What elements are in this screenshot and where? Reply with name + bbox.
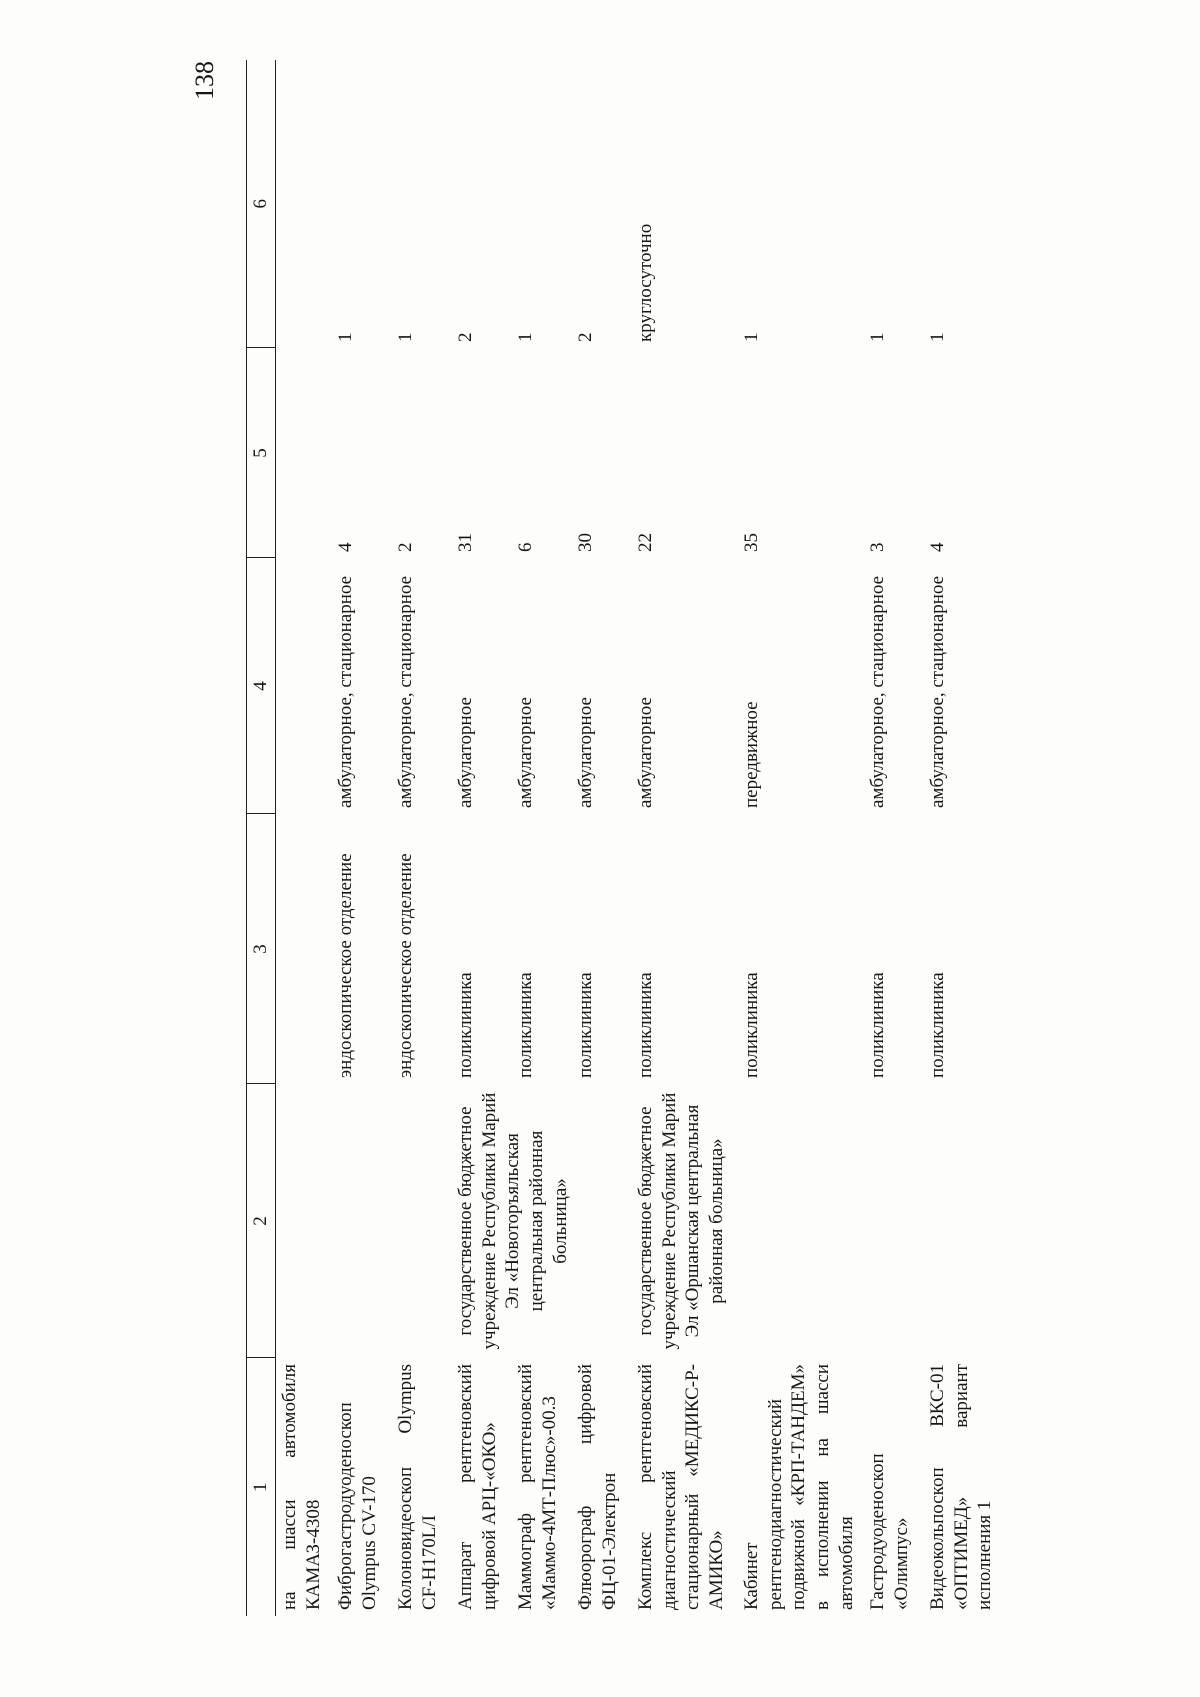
value-col6: 2 <box>574 332 596 342</box>
table-row <box>392 60 452 1616</box>
department: поликлиника <box>634 972 656 1078</box>
table-row <box>512 60 572 1616</box>
department <box>275 814 332 1084</box>
value-col6: 1 <box>866 332 888 342</box>
value-col6: 1 <box>926 332 948 342</box>
table-row <box>924 60 997 1616</box>
care-type: амбулаторное <box>574 697 596 808</box>
value-col5: 22 <box>634 533 656 552</box>
value-col6 <box>275 60 332 348</box>
value-col5: 2 <box>394 542 416 552</box>
institution-name <box>332 1084 392 1358</box>
value-col6: 1 <box>394 332 416 342</box>
table-row <box>632 60 738 1616</box>
table-row <box>864 60 924 1616</box>
value-col6: 1 <box>514 332 536 342</box>
value-col6: 2 <box>454 332 476 342</box>
rotated-page <box>190 40 996 1620</box>
department: поликлиника <box>866 972 888 1078</box>
equipment-name: на шасси автомобиля КАМАЗ-4308 <box>278 1364 324 1610</box>
table-row <box>572 60 632 1616</box>
care-type: амбулаторное, стационарное <box>866 575 888 808</box>
value-col5: 6 <box>514 542 536 552</box>
equipment-name: Гастродуоденоскоп «Олимпус» <box>866 1453 912 1610</box>
department: эндоскопическое отделение <box>394 853 416 1078</box>
column-header: 1 <box>247 1358 276 1616</box>
institution-name <box>392 1084 452 1358</box>
department: эндоскопическое отделение <box>334 853 356 1078</box>
department: поликлиника <box>926 972 948 1078</box>
care-type: амбулаторное <box>634 697 656 808</box>
value-col6: 1 <box>740 332 762 342</box>
institution-name <box>275 1084 332 1358</box>
care-type: передвижное <box>740 701 762 808</box>
table-row <box>452 60 512 1616</box>
department: поликлиника <box>574 972 596 1078</box>
care-type: амбулаторное <box>454 697 476 808</box>
care-type: амбулаторное, стационарное <box>926 575 948 808</box>
equipment-name: Маммограф рентгеновский «Маммо-4МТ-Плюс»-00.3 <box>514 1364 560 1610</box>
value-col5: 4 <box>334 542 356 552</box>
value-col6: круглосуточно <box>634 223 656 342</box>
table-row <box>738 60 864 1616</box>
care-type: амбулаторное <box>514 697 536 808</box>
value-col5 <box>275 348 332 558</box>
care-type: амбулаторное, стационарное <box>334 575 356 808</box>
equipment-name: Кабинет рентгенодиагностический подвижной «КРП-ТАНДЕМ» в исполнении на шасси автомобиля <box>740 1364 857 1610</box>
value-col6: 1 <box>334 332 356 342</box>
institution-name: государственное бюджетное учреждение Республики Марий Эл «Новоторъяльская центральная районная больница» <box>454 1092 571 1350</box>
value-col5: 30 <box>574 533 596 552</box>
equipment-name: Флюорограф цифровой ФЦ-01-Электрон <box>574 1364 620 1610</box>
column-header: 6 <box>247 60 276 348</box>
care-type <box>275 558 332 814</box>
page-number: 138 <box>190 61 219 100</box>
value-col5: 4 <box>926 542 948 552</box>
column-header: 3 <box>247 814 276 1084</box>
institution-name <box>864 1084 924 1358</box>
department: поликлиника <box>740 972 762 1078</box>
department: поликлиника <box>514 972 536 1078</box>
equipment-name: Фиброгастродуоденоскоп Olympus CV-170 <box>334 1402 380 1610</box>
institution-name: государственное бюджетное учреждение Республики Марий Эл «Оршанская центральная районная больница» <box>634 1092 727 1350</box>
equipment-name: Видеокольпоскоп ВКС-01 «ОПТИМЕД» вариант исполнения 1 <box>926 1364 996 1610</box>
equipment-name: Колоновидеоскоп Olympus CF-H170L/I <box>394 1364 440 1610</box>
table-row <box>332 60 392 1616</box>
care-type: амбулаторное, стационарное <box>394 575 416 808</box>
column-header: 5 <box>247 348 276 558</box>
equipment-name: Комплекс рентгеновский диагностический стационарный «МЕДИКС-Р-АМИКО» <box>634 1364 727 1610</box>
column-header: 4 <box>247 558 276 814</box>
column-header: 2 <box>247 1084 276 1358</box>
value-col5: 3 <box>866 542 888 552</box>
value-col5: 35 <box>740 533 762 552</box>
equipment-name: Аппарат рентгеновский цифровой АРЦ-«ОКО» <box>454 1364 500 1610</box>
institution-name <box>924 1084 997 1358</box>
table-header-row <box>247 60 276 1616</box>
value-col5: 31 <box>454 533 476 552</box>
department: поликлиника <box>454 972 476 1078</box>
equipment-table <box>246 60 997 1616</box>
table-row <box>275 60 332 1616</box>
